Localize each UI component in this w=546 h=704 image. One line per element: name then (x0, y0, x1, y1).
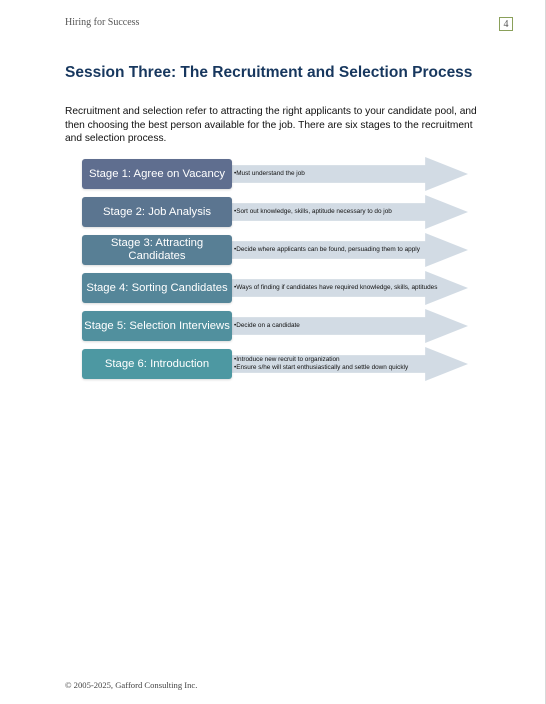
stage-label: Stage 5: Selection Interviews (84, 319, 230, 332)
stage-detail-line: •Must understand the job (234, 170, 305, 178)
stage-detail-line: •Decide on a candidate (234, 322, 300, 330)
stage-row-5 (82, 309, 468, 343)
stage-label: Stage 6: Introduction (104, 357, 210, 370)
stage-details (234, 279, 462, 297)
stage-label: Stage 2: Job Analysis (102, 205, 211, 218)
stage-label-box (82, 159, 232, 189)
stage-detail-line: •Introduce new recruit to organization (234, 356, 340, 364)
stage-row-3 (82, 233, 468, 267)
running-header: Hiring for Success (65, 17, 140, 28)
copyright-footer: © 2005-2025, Gafford Consulting Inc. (65, 680, 198, 690)
stage-label-box (82, 197, 232, 227)
stage-detail-line: •Ensure s/he will start enthusiastically and settle down quickly (234, 364, 409, 371)
page-number: 4 (499, 17, 513, 31)
stage-detail-line: •Sort out knowledge, skills, aptitude necessary to do job (234, 208, 392, 216)
stage-label-box (82, 349, 232, 379)
stage-details (234, 317, 462, 335)
stage-details (234, 165, 462, 183)
stage-label-box (82, 235, 232, 265)
stage-label: Stage 4: Sorting Candidates (86, 281, 228, 294)
stage-row-2 (82, 195, 468, 229)
stage-details (234, 241, 462, 259)
stage-details (234, 203, 462, 221)
stage-row-4 (82, 271, 468, 305)
stage-label: Stage 3: Attracting Candidates (110, 237, 204, 262)
stage-row-6 (82, 347, 468, 381)
stage-label-box (82, 273, 232, 303)
stage-label: Stage 1: Agree on Vacancy (88, 167, 226, 180)
stage-row-1 (82, 157, 468, 191)
stage-detail-line: •Ways of finding if candidates have required knowledge, skills, aptitudes (234, 284, 438, 292)
stage-label-box (82, 311, 232, 341)
intro-paragraph: Recruitment and selection refer to attracting the right applicants to your candidate pool, and then choosing the best person available for the job. There are six stages to the recruitment and selection process. (65, 106, 477, 144)
section-title: Session Three: The Recruitment and Selection Process (65, 64, 473, 81)
stage-detail-line: •Decide where applicants can be found, persuading them to apply (234, 246, 420, 254)
stage-details (234, 355, 462, 373)
